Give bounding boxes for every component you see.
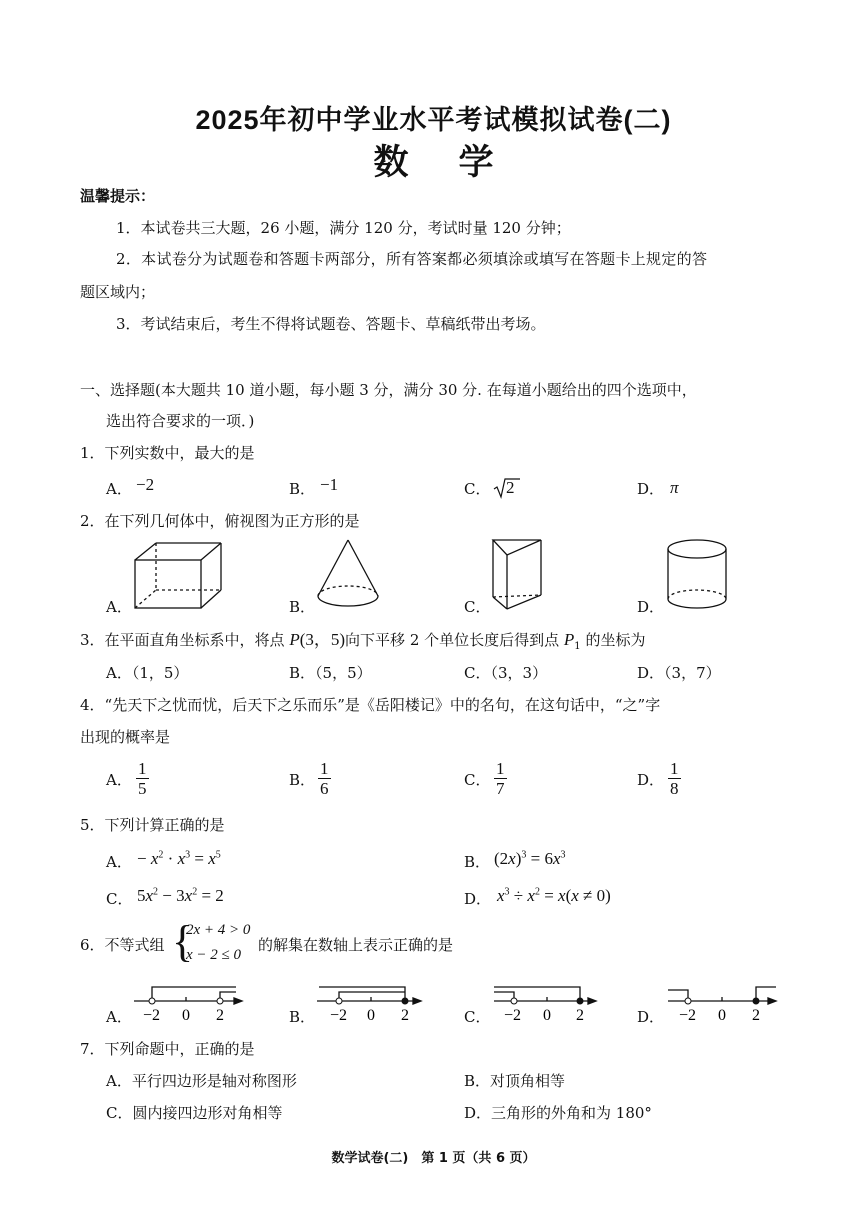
q4-label-a: A． <box>106 771 132 789</box>
q5-option-b: $(2x)^3 = 6x^3$ <box>494 849 566 868</box>
notice-item-3: 3．考试结束后，考生不得将试题卷、答题卡、草稿纸带出考场。 <box>116 315 546 333</box>
q1-option-a: −2 <box>136 475 155 494</box>
q4-option-c: $\frac{1}{7}$ <box>496 759 505 798</box>
cube-icon <box>132 540 224 612</box>
q3-option-b: B．（5，5） <box>289 664 372 682</box>
svg-text:0: 0 <box>182 1007 190 1024</box>
q6-inequality-1: 2x + 4 > 0 <box>186 922 251 938</box>
q4-stem: 4．“先天下之忧而忧，后天下之乐而乐”是《岳阳楼记》中的名句，在这句话中，“之”字 <box>80 696 661 714</box>
svg-text:−2: −2 <box>679 1007 697 1024</box>
q1-label-c: C． <box>464 480 491 498</box>
number-line-d <box>664 980 782 1026</box>
section-heading-cont: 选出符合要求的一项．) <box>106 412 255 430</box>
q6-label-d: D． <box>637 1008 665 1026</box>
number-line-a <box>130 980 250 1026</box>
section-heading: 一、选择题(本大题共 10 道小题，每小题 3 分，满分 30 分. 在每道小题给出的四个选项中， <box>80 381 697 399</box>
q7-option-b: B．对顶角相等 <box>464 1072 566 1090</box>
q1-label-a: A． <box>106 480 132 498</box>
q2-label-b: B． <box>289 598 316 616</box>
q4-label-c: C． <box>464 771 491 789</box>
q1-option-d: π <box>670 478 679 497</box>
q5-label-d: D． <box>464 890 492 908</box>
q1-option-b: −1 <box>320 475 339 494</box>
q7-option-d: D．三角形的外角和为 180° <box>464 1104 652 1122</box>
q1-label-b: B． <box>289 480 316 498</box>
exam-title: 2025年初中学业水平考试模拟试卷(二) <box>195 105 672 135</box>
q5-label-b: B． <box>464 853 491 871</box>
q3-option-a: A．（1，5） <box>106 664 189 682</box>
q4-option-a: $\frac{1}{5}$ <box>138 759 147 798</box>
svg-text:−2: −2 <box>504 1007 522 1024</box>
q5-stem: 5．下列计算正确的是 <box>80 816 225 834</box>
number-line-b <box>313 980 428 1026</box>
q1-label-d: D． <box>637 480 665 498</box>
svg-text:2: 2 <box>752 1007 760 1024</box>
q5-label-a: A． <box>106 853 132 871</box>
q7-option-a: A．平行四边形是轴对称图形 <box>106 1072 297 1090</box>
svg-text:0: 0 <box>543 1007 551 1024</box>
q3-option-d: D．（3，7） <box>637 664 721 682</box>
subject-title: 数学 <box>373 143 544 183</box>
number-line-c <box>490 980 605 1026</box>
svg-text:2: 2 <box>401 1007 409 1024</box>
q7-option-c: C．圆内接四边形对角相等 <box>106 1104 283 1122</box>
q6-inequality-2: x − 2 ≤ 0 <box>186 947 242 963</box>
notice-item-2: 2．本试卷分为试题卷和答题卡两部分，所有答案都必须填涂或填写在答题卡上规定的答 <box>116 250 708 268</box>
cylinder-icon <box>664 538 730 614</box>
q6-label-a: A． <box>106 1008 132 1026</box>
q2-label-c: C． <box>464 598 491 616</box>
q3-stem: 3．在平面直角坐标系中，将点 P(3，5)向下平移 2 个单位长度后得到点 $P_1$ 的坐标为 <box>80 630 646 652</box>
svg-text:−2: −2 <box>330 1007 348 1024</box>
q7-stem: 7．下列命题中，正确的是 <box>80 1040 255 1058</box>
q4-label-d: D． <box>637 771 665 789</box>
q5-option-a: − $x^2 \cdot x^3 = x^5$ <box>137 849 221 868</box>
page-footer: 数学试卷(二) 第 1 页（共 6 页） <box>331 1151 536 1166</box>
notice-heading: 温馨提示： <box>80 187 156 205</box>
q2-label-d: D． <box>637 598 665 616</box>
q5-option-c: $5x^2 - 3x^2 = 2$ <box>137 886 224 905</box>
notice-item-2-cont: 题区域内； <box>80 283 156 301</box>
svg-text:0: 0 <box>718 1007 726 1024</box>
q4-stem-cont: 出现的概率是 <box>80 728 171 746</box>
q1-stem: 1．下列实数中，最大的是 <box>80 444 255 462</box>
q1-option-c: 2 <box>493 476 521 500</box>
q4-option-b: $\frac{1}{6}$ <box>320 759 329 798</box>
q6-label-c: C． <box>464 1008 491 1026</box>
q4-label-b: B． <box>289 771 316 789</box>
svg-text:2: 2 <box>576 1007 584 1024</box>
q5-option-d: $x^3 \div x^2 = x(x \ne 0)$ <box>497 886 611 905</box>
cone-icon <box>313 538 385 614</box>
q2-label-a: A． <box>106 598 132 616</box>
brace-icon: { <box>172 917 194 966</box>
q4-option-d: $\frac{1}{8}$ <box>670 759 679 798</box>
svg-text:0: 0 <box>367 1007 375 1024</box>
svg-text:2: 2 <box>216 1007 224 1024</box>
q2-stem: 2．在下列几何体中，俯视图为正方形的是 <box>80 512 360 530</box>
q6-label-b: B． <box>289 1008 316 1026</box>
svg-text:−2: −2 <box>143 1007 161 1024</box>
notice-item-1: 1．本试卷共三大题，26 小题，满分 120 分，考试时量 120 分钟； <box>116 219 571 237</box>
triangular-prism-icon <box>487 537 547 613</box>
q5-label-c: C． <box>106 890 133 908</box>
q6-stem-pre: 6．不等式组 <box>80 936 165 954</box>
q6-stem-post: 的解集在数轴上表示正确的是 <box>258 936 454 954</box>
q3-option-c: C．（3，3） <box>464 664 548 682</box>
